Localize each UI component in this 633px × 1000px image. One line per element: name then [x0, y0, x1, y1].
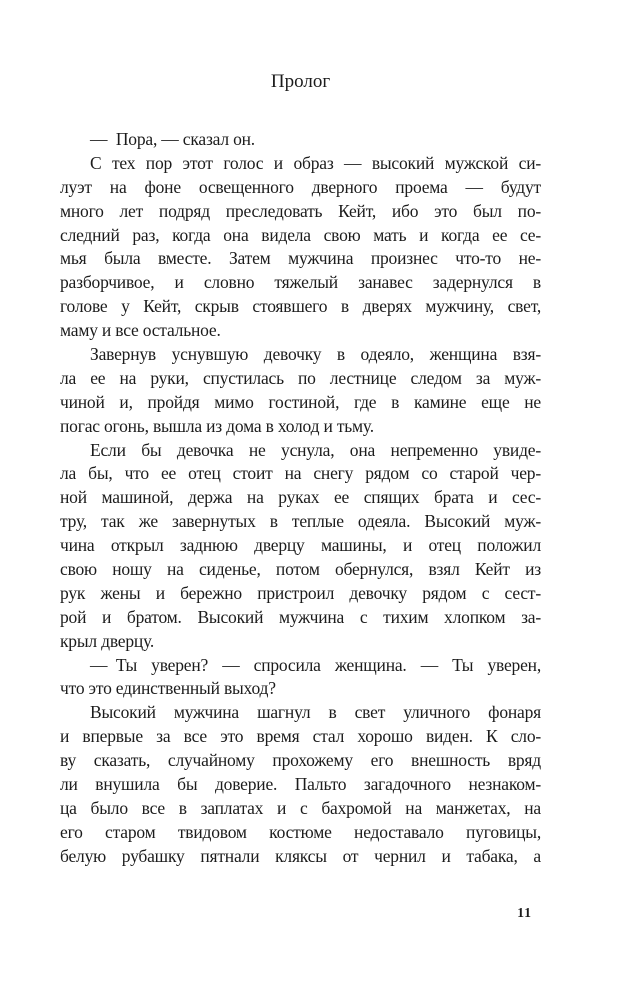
- text-line: крыл дверцу.: [60, 630, 155, 651]
- text-line: рук жены и бережно пристроил девочку рядом с сест-: [60, 582, 541, 603]
- text-line: много лет подряд преследовать Кейт, ибо это был по-: [60, 200, 541, 221]
- text-line: ла ее на руки, спустилась по лестнице следом за муж-: [60, 367, 541, 388]
- text-block: [60, 70, 541, 869]
- paragraph: [60, 343, 541, 439]
- text-line: чина открыл заднюю дверцу машины, и отец положил: [60, 535, 541, 556]
- body-text: [60, 128, 541, 869]
- chapter-heading: Пролог: [270, 71, 331, 92]
- text-line: луэт на фоне освещенного дверного проема — будут: [60, 176, 541, 197]
- text-line: чиной и, пройдя мимо гостиной, где в камине еще не: [60, 391, 541, 412]
- text-line: ву сказать, случайному прохожему его внешность вряд: [60, 750, 541, 771]
- text-line: погас огонь, вышла из дома в холод и тьму.: [60, 415, 374, 436]
- text-line: ной машиной, держа на руках ее спящих брата и сес-: [60, 487, 541, 508]
- text-line: Если бы девочка не уснула, она непременно увиде-: [90, 439, 541, 460]
- text-line: ца было все в заплатах и с бахромой на манжетах, на: [60, 797, 541, 818]
- paragraph: [60, 152, 541, 343]
- text-line: что это единственный выход?: [60, 678, 276, 699]
- text-line: ли внушила бы доверие. Пальто загадочного незнаком-: [60, 774, 541, 795]
- text-line: мья была вместе. Затем мужчина произнес что-то не-: [60, 248, 541, 269]
- text-line: его старом твидовом костюме недоставало пуговицы,: [60, 821, 541, 842]
- text-line: следний раз, когда она видела свою мать и когда ее се-: [60, 224, 541, 245]
- text-line: Завернув уснувшую девочку в одеяло, женщина взя-: [90, 344, 541, 365]
- text-line: голове у Кейт, скрыв стоявшего в дверях мужчину, свет,: [60, 296, 541, 317]
- text-line: С тех пор этот голос и образ — высокий мужской си-: [90, 152, 541, 173]
- paragraph: [60, 654, 541, 702]
- text-line: — Ты уверен? — спросила женщина. — Ты уверен,: [90, 654, 541, 675]
- text-line: разборчивое, и словно тяжелый занавес задернулся в: [60, 272, 541, 293]
- text-line: тру, так же завернутых в теплые одеяла. Высокий муж-: [60, 511, 541, 532]
- paragraph: [60, 701, 541, 868]
- text-line: рой и братом. Высокий мужчина с тихим хлопком за-: [60, 606, 541, 627]
- text-line: маму и все остальное.: [60, 320, 221, 341]
- text-line: Высокий мужчина шагнул в свет уличного фонаря: [90, 702, 541, 723]
- page-number: 11: [517, 905, 532, 920]
- text-line: свою ношу на сиденье, потом обернулся, взял Кейт из: [60, 559, 541, 580]
- text-line: и впервые за все это время стал хорошо виден. К сло-: [60, 726, 541, 747]
- text-line: ла бы, что ее отец стоит на снегу рядом со старой чер-: [60, 463, 541, 484]
- text-line: белую рубашку пятнали кляксы от чернил и табака, а: [60, 845, 541, 866]
- text-line: — Пора, — сказал он.: [90, 129, 255, 149]
- paragraph: [60, 439, 541, 654]
- paragraph: [60, 128, 541, 152]
